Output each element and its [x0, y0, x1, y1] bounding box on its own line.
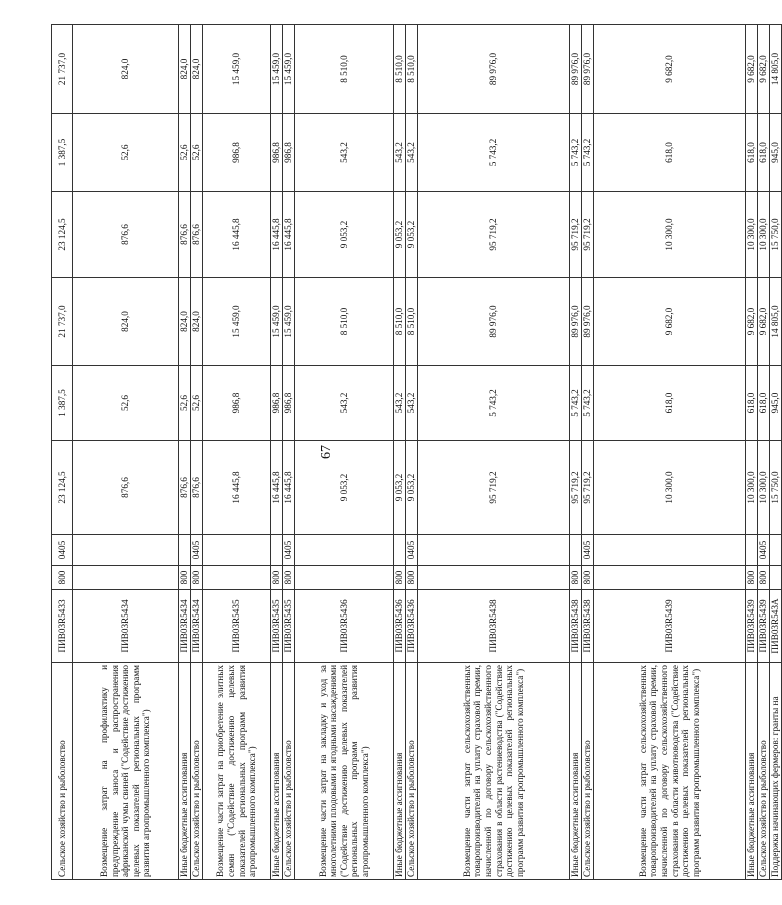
- target-article-code: ПИВ03R5438: [418, 590, 570, 663]
- value-cell: 15 750,0: [770, 441, 782, 535]
- table-row: [758, 25, 770, 880]
- value-cell: 14 805,0: [770, 25, 782, 114]
- value-cell: 23 124,5: [52, 441, 73, 535]
- value-cell: 14 805,0: [770, 278, 782, 366]
- section-code: 0405: [582, 535, 594, 566]
- expense-type-code: [594, 566, 746, 590]
- value-cell: 15 459,0: [283, 25, 295, 114]
- section-code: 0405: [52, 535, 73, 566]
- value-cell: 543,2: [295, 114, 394, 192]
- value-cell: 618,0: [746, 366, 758, 441]
- value-cell: 8 510,0: [406, 278, 418, 366]
- value-cell: 15 459,0: [203, 25, 271, 114]
- value-cell: 5 743,2: [582, 366, 594, 441]
- target-article-code: ПИВ03R5439: [594, 590, 746, 663]
- section-code: [746, 535, 758, 566]
- value-cell: 986,8: [283, 366, 295, 441]
- section-code: [570, 535, 582, 566]
- value-cell: 945,0: [770, 114, 782, 192]
- value-cell: 5 743,2: [418, 114, 570, 192]
- expense-type-code: 800: [283, 566, 295, 590]
- value-cell: 21 737,0: [52, 25, 73, 114]
- value-cell: 9 682,0: [758, 25, 770, 114]
- value-cell: 824,0: [179, 278, 191, 366]
- value-cell: 543,2: [406, 366, 418, 441]
- target-article-code: ПИВ03R5434: [191, 590, 203, 663]
- section-code: 0405: [191, 535, 203, 566]
- value-cell: 52,6: [191, 366, 203, 441]
- value-cell: 52,6: [179, 366, 191, 441]
- value-cell: 9 053,2: [394, 441, 406, 535]
- value-cell: 543,2: [394, 114, 406, 192]
- target-article-code: ПИВ03R5438: [582, 590, 594, 663]
- table-row: [406, 25, 418, 880]
- section-code: [271, 535, 283, 566]
- value-cell: 10 300,0: [758, 192, 770, 278]
- value-cell: 16 445,8: [271, 192, 283, 278]
- value-cell: 9 053,2: [295, 441, 394, 535]
- expense-type-code: [770, 566, 782, 590]
- expense-type-code: [73, 566, 179, 590]
- table-row: [418, 25, 570, 880]
- value-cell: 5 743,2: [418, 366, 570, 441]
- table-row: [295, 25, 394, 880]
- value-cell: 52,6: [191, 114, 203, 192]
- value-cell: 1 387,5: [52, 114, 73, 192]
- target-article-code: ПИВ03R5434: [73, 590, 179, 663]
- value-cell: 89 976,0: [570, 278, 582, 366]
- value-cell: 543,2: [295, 366, 394, 441]
- section-code: [394, 535, 406, 566]
- value-cell: 5 743,2: [570, 366, 582, 441]
- value-cell: 824,0: [179, 25, 191, 114]
- value-cell: 9 682,0: [594, 278, 746, 366]
- row-description: Возмещение части затрат сельскохозяйственных товаропроизводителей на уплату страховой премии, начисленной по договору сельскохозяйственного страхования в области растениеводства ("Содействие достижению целевых показателей региональных программ развития агропромышленного комплекса"): [418, 663, 570, 880]
- table-row: [570, 25, 582, 880]
- value-cell: 618,0: [746, 114, 758, 192]
- target-article-code: ПИВ03R5439: [746, 590, 758, 663]
- target-article-code: ПИВ03R5435: [203, 590, 271, 663]
- target-article-code: ПИВ03R5433: [52, 590, 73, 663]
- value-cell: 15 459,0: [283, 278, 295, 366]
- section-code: [418, 535, 570, 566]
- value-cell: 15 750,0: [770, 192, 782, 278]
- value-cell: 89 976,0: [418, 278, 570, 366]
- table-row: [594, 25, 746, 880]
- expense-type-code: [418, 566, 570, 590]
- value-cell: 9 053,2: [394, 192, 406, 278]
- value-cell: 986,8: [203, 114, 271, 192]
- value-cell: 95 719,2: [418, 192, 570, 278]
- row-description: Иные бюджетные ассигнования: [271, 663, 283, 880]
- table-row: [73, 25, 179, 880]
- value-cell: 16 445,8: [271, 441, 283, 535]
- section-code: 0405: [283, 535, 295, 566]
- table-row: [283, 25, 295, 880]
- value-cell: 986,8: [203, 366, 271, 441]
- table-row: [394, 25, 406, 880]
- expense-type-code: 800: [394, 566, 406, 590]
- expense-type-code: 800: [758, 566, 770, 590]
- value-cell: 876,6: [73, 441, 179, 535]
- value-cell: 10 300,0: [594, 192, 746, 278]
- expense-type-code: 800: [191, 566, 203, 590]
- value-cell: 8 510,0: [394, 25, 406, 114]
- row-description: Возмещение части затрат на закладку и уход за многолетними плодовыми и ягодными насаждениями ("Содействие достижению целевых показателей региональных программ развития агропромышленного комплекса"): [295, 663, 394, 880]
- value-cell: 52,6: [179, 114, 191, 192]
- value-cell: 824,0: [191, 278, 203, 366]
- value-cell: 89 976,0: [582, 25, 594, 114]
- value-cell: 1 387,5: [52, 366, 73, 441]
- value-cell: 89 976,0: [570, 25, 582, 114]
- expense-type-code: [203, 566, 271, 590]
- value-cell: 9 053,2: [295, 192, 394, 278]
- value-cell: 16 445,8: [283, 441, 295, 535]
- value-cell: 876,6: [191, 192, 203, 278]
- table-row: [179, 25, 191, 880]
- value-cell: 824,0: [191, 25, 203, 114]
- row-description: Возмещение затрат на профилактику и предупреждение заноса и распространения африканской чумы свиней ("Содействие достижению целевых показателей региональных программ развития агропромышленного комплекса"): [73, 663, 179, 880]
- section-code: [73, 535, 179, 566]
- rotated-page-content: [51, 25, 781, 880]
- row-description: Иные бюджетные ассигнования: [179, 663, 191, 880]
- value-cell: 8 510,0: [295, 25, 394, 114]
- value-cell: 10 300,0: [758, 441, 770, 535]
- value-cell: 876,6: [179, 192, 191, 278]
- value-cell: 876,6: [73, 192, 179, 278]
- value-cell: 15 459,0: [203, 278, 271, 366]
- value-cell: 543,2: [394, 366, 406, 441]
- target-article-code: ПИВ03R5435: [283, 590, 295, 663]
- section-code: [179, 535, 191, 566]
- value-cell: 824,0: [73, 25, 179, 114]
- target-article-code: ПИВ03R5435: [271, 590, 283, 663]
- section-code: 0405: [406, 535, 418, 566]
- value-cell: 95 719,2: [582, 441, 594, 535]
- section-code: 0405: [758, 535, 770, 566]
- row-description: Сельское хозяйство и рыболовство: [52, 663, 73, 880]
- value-cell: 876,6: [191, 441, 203, 535]
- value-cell: 876,6: [179, 441, 191, 535]
- value-cell: 618,0: [758, 114, 770, 192]
- target-article-code: ПИВ03R5434: [179, 590, 191, 663]
- value-cell: 23 124,5: [52, 192, 73, 278]
- target-article-code: ПИВ03R5439: [758, 590, 770, 663]
- target-article-code: ПИВ03R5436: [406, 590, 418, 663]
- value-cell: 15 459,0: [271, 25, 283, 114]
- value-cell: 945,0: [770, 366, 782, 441]
- value-cell: 10 300,0: [746, 441, 758, 535]
- expense-type-code: 800: [570, 566, 582, 590]
- value-cell: 5 743,2: [570, 114, 582, 192]
- table-row: [770, 25, 782, 880]
- value-cell: 5 743,2: [582, 114, 594, 192]
- target-article-code: ПИВ03R543А: [770, 590, 782, 663]
- value-cell: 10 300,0: [746, 192, 758, 278]
- section-code: [770, 535, 782, 566]
- value-cell: 10 300,0: [594, 441, 746, 535]
- table-row: [582, 25, 594, 880]
- value-cell: 8 510,0: [295, 278, 394, 366]
- row-description: Сельское хозяйство и рыболовство: [283, 663, 295, 880]
- value-cell: 95 719,2: [570, 192, 582, 278]
- row-description: Возмещение части затрат сельскохозяйственных товаропроизводителей на уплату страховой премии, начисленной по договору сельскохозяйственного страхования в области животноводства ("Содействие достижению целевых показателей региональных программ развития агропромышленного комплекса"): [594, 663, 746, 880]
- value-cell: 9 053,2: [406, 441, 418, 535]
- value-cell: 986,8: [271, 366, 283, 441]
- value-cell: 16 445,8: [283, 192, 295, 278]
- value-cell: 95 719,2: [418, 441, 570, 535]
- value-cell: 9 682,0: [758, 278, 770, 366]
- value-cell: 8 510,0: [406, 25, 418, 114]
- value-cell: 9 682,0: [746, 278, 758, 366]
- value-cell: 52,6: [73, 114, 179, 192]
- value-cell: 9 682,0: [746, 25, 758, 114]
- table-row: [52, 25, 73, 880]
- page-number: 67: [319, 445, 334, 459]
- value-cell: 16 445,8: [203, 441, 271, 535]
- expense-type-code: 800: [271, 566, 283, 590]
- table-row: [191, 25, 203, 880]
- expense-type-code: 800: [179, 566, 191, 590]
- expense-type-code: 800: [746, 566, 758, 590]
- table-row: [746, 25, 758, 880]
- row-description: Иные бюджетные ассигнования: [394, 663, 406, 880]
- table-row: [271, 25, 283, 880]
- target-article-code: ПИВ03R5438: [570, 590, 582, 663]
- expense-type-code: [295, 566, 394, 590]
- target-article-code: ПИВ03R5436: [295, 590, 394, 663]
- value-cell: 8 510,0: [394, 278, 406, 366]
- row-description: Возмещение части затрат на приобретение элитных семян ("Содействие достижению целевых показателей региональных программ развития агропромышленного комплекса"): [203, 663, 271, 880]
- value-cell: 986,8: [283, 114, 295, 192]
- value-cell: 618,0: [758, 366, 770, 441]
- row-description: Сельское хозяйство и рыболовство: [406, 663, 418, 880]
- value-cell: 986,8: [271, 114, 283, 192]
- section-code: [203, 535, 271, 566]
- value-cell: 543,2: [406, 114, 418, 192]
- value-cell: 9 682,0: [594, 25, 746, 114]
- expense-type-code: 800: [52, 566, 73, 590]
- value-cell: 9 053,2: [406, 192, 418, 278]
- value-cell: 824,0: [73, 278, 179, 366]
- section-code: [295, 535, 394, 566]
- value-cell: 89 976,0: [582, 278, 594, 366]
- value-cell: 618,0: [594, 366, 746, 441]
- value-cell: 52,6: [73, 366, 179, 441]
- value-cell: 95 719,2: [570, 441, 582, 535]
- row-description: Сельское хозяйство и рыболовство: [191, 663, 203, 880]
- value-cell: 95 719,2: [582, 192, 594, 278]
- section-code: [594, 535, 746, 566]
- value-cell: 618,0: [594, 114, 746, 192]
- row-description: Иные бюджетные ассигнования: [746, 663, 758, 880]
- budget-table: [51, 24, 782, 880]
- row-description: Иные бюджетные ассигнования: [570, 663, 582, 880]
- value-cell: 16 445,8: [203, 192, 271, 278]
- value-cell: 15 459,0: [271, 278, 283, 366]
- expense-type-code: 800: [406, 566, 418, 590]
- row-description: Сельское хозяйство и рыболовство: [582, 663, 594, 880]
- row-description: Поддержка начинающих фермеров: гранты на: [770, 663, 782, 880]
- target-article-code: ПИВ03R5436: [394, 590, 406, 663]
- value-cell: 89 976,0: [418, 25, 570, 114]
- expense-type-code: 800: [582, 566, 594, 590]
- value-cell: 21 737,0: [52, 278, 73, 366]
- table-row: [203, 25, 271, 880]
- row-description: Сельское хозяйство и рыболовство: [758, 663, 770, 880]
